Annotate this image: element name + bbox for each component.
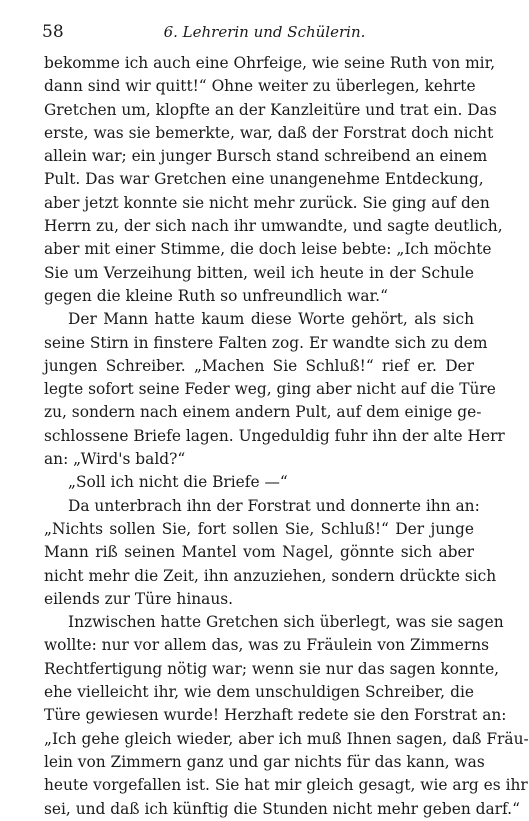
page-number: 58 — [42, 22, 64, 42]
text-line: sei, und daß ich künftig die Stunden nicht mehr geben darf.“ — [44, 799, 520, 818]
text-line: nicht mehr die Zeit, ihn anzuziehen, sondern drückte sich — [44, 566, 497, 585]
text-line: lein von Zimmern ganz und gar nichts für das kann, was — [44, 752, 485, 771]
text-line: Inzwischen hatte Gretchen sich überlegt, was sie sagen — [68, 613, 504, 632]
text-line: „Nichts sollen Sie, fort sollen Sie, Schluß!“ Der junge — [44, 519, 474, 538]
text-line: seine Stirn in finstere Falten zog. Er wandte sich zu dem — [44, 333, 488, 352]
text-line: Der Mann hatte kaum diese Worte gehört, als sich — [68, 310, 474, 329]
paragraph-2 — [44, 308, 505, 471]
running-head: 6. Lehrerin und Schülerin. — [163, 23, 366, 41]
text-line: Herrn zu, der sich nach ihr umwandte, und sagte deutlich, — [44, 217, 503, 236]
text-line: Sie um Verzeihung bitten, weil ich heute in der Schule — [44, 263, 474, 282]
text-line: aber mit einer Stimme, die doch leise bebte: „Ich möchte — [44, 240, 492, 259]
text-line: an: „Wird's bald?“ — [44, 450, 186, 469]
paragraph-5 — [44, 611, 529, 821]
text-line: „Ich gehe gleich wieder, aber ich muß Ihnen sagen, daß Fräu- — [44, 729, 529, 748]
text-line: Türe gewiesen wurde! Herzhaft redete sie den Forstrat an: — [44, 706, 507, 725]
text-line: wollte: nur vor allem das, was zu Fräulein von Zimmerns — [44, 636, 490, 655]
text-line: bekomme ich auch eine Ohrfeige, wie seine Ruth von mir, — [44, 54, 496, 72]
text-line: „Soll ich nicht die Briefe —“ — [68, 473, 288, 492]
text-line: allein war; ein junger Bursch stand schreibend an einem — [44, 147, 488, 166]
text-line: Mann riß seinen Mantel vom Nagel, gönnte sich aber — [44, 543, 474, 562]
text-line: Pult. Das war Gretchen eine unangenehme Entdeckung, — [44, 170, 484, 189]
paragraph-3 — [44, 471, 474, 494]
text-line: legte sofort seine Feder weg, ging aber nicht auf die Türe — [44, 380, 496, 399]
text-line: Gretchen um, klopfte an der Kanzleitüre und trat ein. Das — [44, 100, 497, 119]
text-line: ehe vielleicht ihr, wie dem unschuldigen Schreiber, die — [44, 683, 474, 702]
text-line: Da unterbrach ihn der Forstrat und donnerte ihn an: — [68, 496, 480, 515]
paragraph-4 — [44, 495, 497, 611]
text-line: jungen Schreiber. „Machen Sie Schluß!“ rief er. Der — [44, 356, 474, 375]
page-header — [42, 20, 487, 46]
body-text — [44, 52, 529, 821]
text-line: erste, was sie bemerkte, war, daß der Forstrat doch nicht — [44, 123, 494, 142]
text-line: schlossene Briefe lagen. Ungeduldig fuhr ihn der alte Herr — [44, 426, 505, 445]
text-line: aber jetzt konnte sie nicht mehr zurück. Sie ging auf den — [44, 193, 490, 212]
text-line: zu, sondern nach einem andern Pult, auf dem einige ge- — [44, 403, 482, 422]
paragraph-1 — [44, 52, 503, 308]
text-line: gegen die kleine Ruth so unfreundlich war.“ — [44, 286, 388, 305]
text-line: dann sind wir quitt!“ Ohne weiter zu überlegen, kehrte — [44, 77, 476, 96]
text-line: Rechtfertigung nötig war; wenn sie nur das sagen konnte, — [44, 659, 500, 678]
text-line: heute vorgefallen ist. Sie hat mir gleich gesagt, wie arg es ihr — [44, 776, 528, 795]
text-line: eilends zur Türe hinaus. — [44, 589, 234, 608]
